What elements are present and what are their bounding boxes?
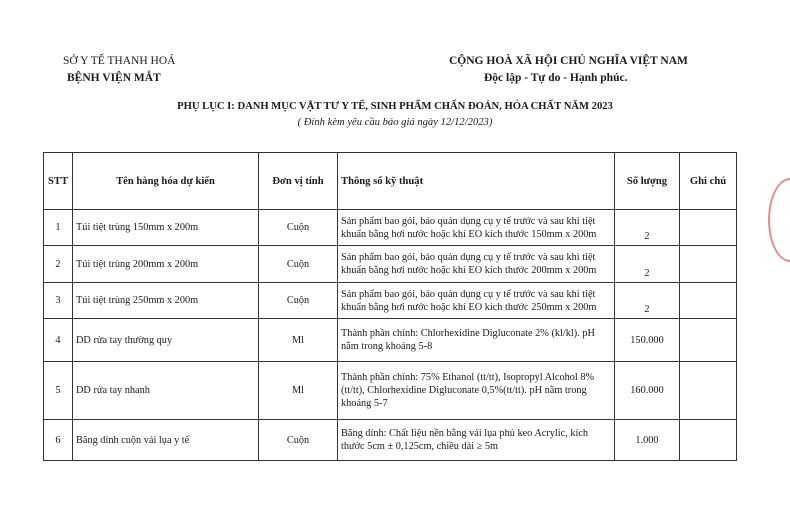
cell-name: DD rửa tay nhanh: [73, 362, 259, 420]
nation-line2: Độc lập - Tự do - Hạnh phúc.: [484, 72, 628, 84]
cell-note: [680, 283, 737, 319]
cell-note: [680, 319, 737, 362]
items-table: [43, 152, 737, 461]
cell-note: [680, 420, 737, 461]
col-header-qty: Số lượng: [615, 153, 680, 210]
cell-unit: Cuộn: [259, 283, 338, 319]
table-row: [44, 362, 737, 420]
document-subtitle: ( Đính kèm yêu cầu báo giá ngày 12/12/2023): [297, 117, 493, 128]
cell-unit: Cuộn: [259, 210, 338, 246]
cell-stt: 2: [44, 246, 73, 283]
table-row: [44, 420, 737, 461]
cell-name: Băng dính cuộn vải lụa y tế: [73, 420, 259, 461]
table-row: [44, 246, 737, 283]
cell-note: [680, 362, 737, 420]
cell-name: Túi tiệt trùng 200mm x 200m: [73, 246, 259, 283]
cell-qty: 1.000: [615, 420, 680, 461]
cell-note: [680, 210, 737, 246]
col-header-spec: Thông số kỹ thuật: [338, 153, 615, 210]
cell-spec: Băng dính: Chất liệu nền bằng vải lụa phủ keo Acrylic, kích thước 5cm ± 0,125cm, chiều dài ≥ 5m: [338, 420, 615, 461]
cell-spec: Sản phẩm bao gói, bảo quản dụng cụ y tế trước và sau khi tiệt khuẩn bằng hơi nước hoặc khí EO kích thước 200mm x 200m: [338, 246, 615, 283]
cell-qty: 150.000: [615, 319, 680, 362]
cell-spec: Sản phẩm bao gói, bảo quản dụng cụ y tế trước và sau khi tiệt khuẩn bằng hơi nước hoặc khí EO kích thước 150mm x 200m: [338, 210, 615, 246]
cell-unit: Ml: [259, 319, 338, 362]
col-header-name: Tên hàng hóa dự kiến: [73, 153, 259, 210]
nation-line1: CỘNG HOÀ XÃ HỘI CHỦ NGHĨA VIỆT NAM: [449, 55, 688, 67]
cell-qty: 2: [615, 283, 680, 319]
col-header-stt: STT: [44, 153, 73, 210]
table-row: [44, 210, 737, 246]
cell-note: [680, 246, 737, 283]
cell-qty: 2: [615, 210, 680, 246]
cell-unit: Ml: [259, 362, 338, 420]
cell-stt: 3: [44, 283, 73, 319]
org-line2: BỆNH VIỆN MẮT: [67, 72, 161, 84]
cell-stt: 4: [44, 319, 73, 362]
col-header-unit: Đơn vị tính: [259, 153, 338, 210]
cell-qty: 2: [615, 246, 680, 283]
cell-spec: Thành phần chính: 75% Ethanol (tt/tt), Isopropyl Alcohol 8% (tt/tt), Chlorhexidine Digluconate 0,5%(tt/tt). pH nằm trong khoảng 5-7: [338, 362, 615, 420]
document-title: PHỤ LỤC I: DANH MỤC VẬT TƯ Y TẾ, SINH PHẨM CHẨN ĐOÁN, HÓA CHẤT NĂM 2023: [177, 101, 613, 112]
cell-spec: Thành phần chính: Chlorhexidine Digluconate 2% (kl/kl). pH nằm trong khoảng 5-8: [338, 319, 615, 362]
cell-stt: 6: [44, 420, 73, 461]
cell-stt: 5: [44, 362, 73, 420]
cell-unit: Cuộn: [259, 420, 338, 461]
stamp-mark: [768, 178, 790, 262]
cell-qty: 160.000: [615, 362, 680, 420]
cell-spec: Sản phẩm bao gói, bảo quản dụng cụ y tế trước và sau khi tiệt khuẩn bằng hơi nước hoặc khí EO kích thước 250mm x 200m: [338, 283, 615, 319]
cell-name: Túi tiệt trùng 150mm x 200m: [73, 210, 259, 246]
cell-unit: Cuộn: [259, 246, 338, 283]
org-line1: SỞ Y TẾ THANH HOÁ: [63, 55, 176, 67]
cell-stt: 1: [44, 210, 73, 246]
table-row: [44, 319, 737, 362]
col-header-note: Ghi chú: [680, 153, 737, 210]
table-header-row: [44, 153, 737, 210]
table-row: [44, 283, 737, 319]
cell-name: Túi tiệt trùng 250mm x 200m: [73, 283, 259, 319]
cell-name: DD rửa tay thường quy: [73, 319, 259, 362]
